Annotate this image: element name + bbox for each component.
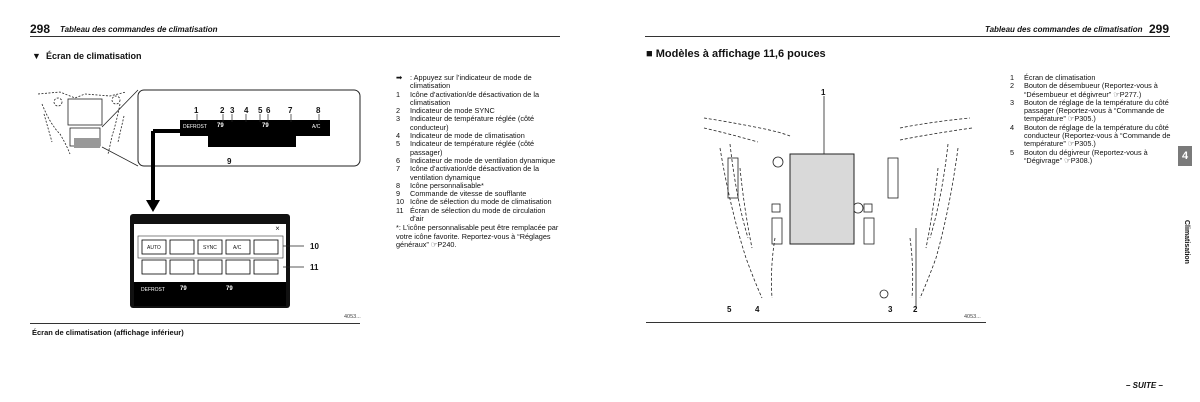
left-section-heading-text: Écran de climatisation: [45, 51, 142, 61]
callout-4: 4: [244, 106, 249, 115]
dashboard-illustration: [30, 84, 365, 326]
right-figure-rule: [646, 322, 986, 323]
legend-text: Icône d’activation/de désactivation de la climatisation: [410, 89, 539, 107]
left-page-number: 298: [30, 22, 51, 36]
legend-num: 5: [396, 139, 401, 149]
temp-right-lower: 79: [226, 286, 233, 292]
right-legend: [1010, 74, 1172, 165]
callout-7: 7: [288, 106, 293, 115]
callout-2: 2: [220, 106, 225, 115]
defrost-label: DEFROST: [183, 124, 207, 130]
legend-text: Icône personnalisable*: [410, 180, 484, 190]
right-page-number: 299: [1149, 22, 1170, 36]
left-figure-code: 4053...: [344, 314, 361, 320]
svg-text:⨯: ⨯: [275, 226, 281, 232]
legend-text: Écran de sélection du mode de circulation d’air: [410, 205, 546, 224]
legend-text: Icône de sélection du mode de climatisation: [410, 197, 552, 207]
legend-text: Indicateur de température réglée (côté passager): [410, 139, 535, 157]
legend-num: 2: [396, 106, 401, 116]
right-figure-code: 4053...: [964, 314, 981, 320]
legend-num: 2: [1010, 81, 1015, 91]
legend-text: Indicateur de mode de ventilation dynamique: [410, 155, 556, 165]
sync-label: SYNC: [203, 245, 217, 251]
callout-9: 9: [227, 157, 232, 166]
legend-text: Indicateur de mode de climatisation: [410, 131, 525, 141]
legend-num: 5: [1010, 147, 1015, 157]
temp-left-lower: 79: [180, 286, 187, 292]
legend-text: Bouton de désembueur (Reportez-vous à “Désembueur et dégivreur” ☞P277.): [1024, 81, 1158, 99]
legend-text: Bouton du dégivreur (Reportez-vous à “Dégivrage” ☞P308.): [1024, 147, 1148, 165]
auto-label: AUTO: [147, 245, 161, 251]
legend-text: Bouton de réglage de la température du côté conducteur (Reportez-vous à “Commande de température” ☞P305.): [1024, 122, 1171, 149]
right-callout-2: 2: [913, 305, 918, 314]
left-running-head: Tableau des commandes de climatisation: [60, 25, 218, 34]
temp-left-label: 79: [217, 123, 224, 129]
legend-text: Bouton de réglage de la température du côté passager (Reportez-vous à “Commande de température” ☞P305.): [1024, 97, 1169, 124]
right-section-heading: [646, 48, 826, 60]
callout-10: 10: [310, 242, 319, 251]
legend-text: Écran de climatisation: [1024, 73, 1096, 82]
right-callout-4: 4: [755, 305, 760, 314]
legend-num: 4: [396, 131, 401, 141]
legend-num: 3: [396, 114, 401, 124]
legend-num: 11: [396, 205, 404, 215]
callout-3: 3: [230, 106, 235, 115]
right-figure: [700, 88, 990, 323]
callout-1: 1: [194, 106, 199, 115]
legend-num: 1: [396, 89, 401, 99]
legend-num: 7: [396, 164, 401, 174]
legend-num: 6: [396, 155, 401, 165]
arrow-right-icon: ➡: [396, 73, 403, 82]
legend-text: Icône d’activation/de désactivation de la ventilation dynamique: [410, 164, 539, 182]
defrost-label-lower: DEFROST: [141, 287, 165, 293]
triangle-bullet-icon: ▼: [32, 51, 41, 61]
legend-num: 1: [1010, 73, 1015, 82]
temp-right-label: 79: [262, 123, 269, 129]
square-bullet-icon: ■: [646, 48, 653, 60]
left-caption-rule: [30, 323, 360, 324]
intro-note: : Appuyez sur l’indicateur de mode de climatisation: [410, 73, 532, 91]
left-legend: [396, 74, 560, 249]
right-callout-3: 3: [888, 305, 893, 314]
left-figure: [30, 84, 365, 326]
center-console-illustration: [700, 88, 990, 323]
left-section-heading: [32, 51, 141, 61]
side-tab-number: 4: [1178, 146, 1192, 166]
side-tab-label: Climatisation: [1183, 220, 1190, 264]
callout-5: 5: [258, 106, 263, 115]
legend-text: Commande de vitesse de soufflante: [410, 189, 527, 199]
ac-label-top: A/C: [312, 124, 321, 130]
right-running-head: Tableau des commandes de climatisation: [985, 25, 1143, 34]
left-header-rule: [30, 36, 560, 37]
callout-6: 6: [266, 106, 271, 115]
legend-num: 9: [396, 189, 401, 199]
legend-num: 10: [396, 197, 405, 207]
footer-continue: – SUITE –: [1126, 381, 1163, 390]
legend-num: 3: [1010, 97, 1015, 107]
intro-note-row: [396, 74, 560, 91]
callout-11: 11: [310, 263, 319, 272]
footnote: *: L’icône personnalisable peut être remplacée par votre icône favorite. Reportez-vous à “Réglages généraux” ☞P240.: [396, 223, 559, 249]
legend-num: 4: [1010, 122, 1015, 132]
legend-num: 8: [396, 180, 401, 190]
right-section-heading-text: Modèles à affichage 11,6 pouces: [655, 48, 826, 60]
callout-8: 8: [316, 106, 321, 115]
right-callout-5: 5: [727, 305, 732, 314]
left-figure-caption: Écran de climatisation (affichage inférieur): [32, 328, 184, 337]
ac-label: A/C: [233, 245, 242, 251]
right-header-rule: [645, 36, 1170, 37]
right-callout-1: 1: [821, 88, 826, 97]
legend-text: Indicateur de mode SYNC: [410, 106, 495, 116]
legend-text: Indicateur de température réglée (côté conducteur): [410, 114, 535, 132]
